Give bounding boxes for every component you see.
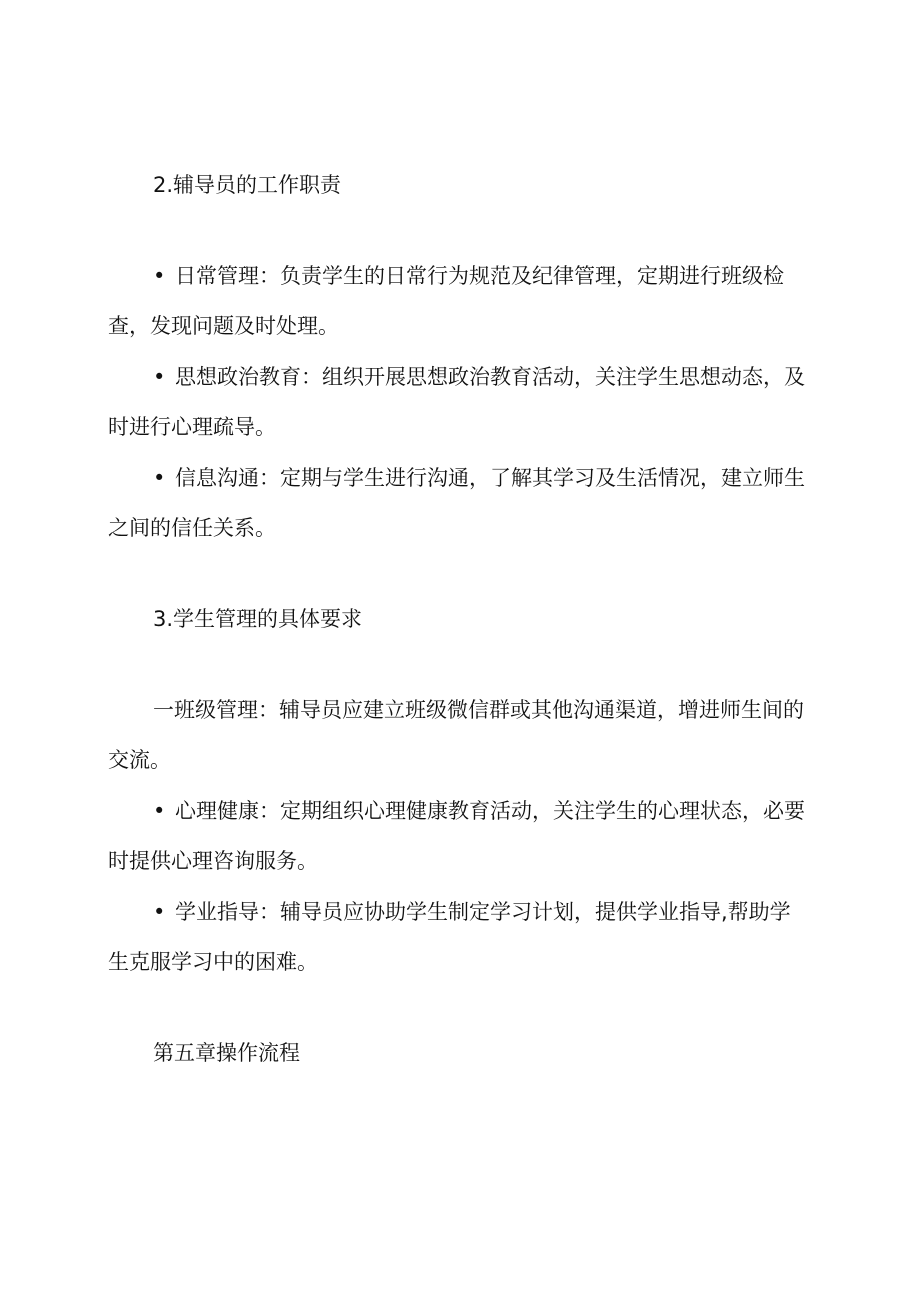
chapter-heading-operation-process: 第五章操作流程: [153, 1041, 300, 1065]
paragraph-text: 信息沟通：定期与学生进行沟通，了解其学习及生活情况，建立师生之间的信任关系。: [108, 466, 805, 540]
section-heading-duties: 2.辅导员的工作职责: [153, 173, 342, 197]
paragraph-text: 一班级管理：辅导员应建立班级微信群或其他沟通渠道，增进师生间的交流。: [108, 698, 804, 772]
bullet-marker: •: [153, 900, 166, 924]
paragraph-political-education: [108, 352, 808, 452]
section-heading-requirements: 3.学生管理的具体要求: [153, 607, 363, 631]
bullet-marker: •: [153, 264, 166, 288]
paragraph-text: 学业指导：辅导员应协助学生制定学习计划，提供学业指导,帮助学生克服学习中的困难。: [108, 900, 791, 974]
bullet-marker: •: [153, 466, 166, 490]
paragraph-class-management: [108, 685, 808, 785]
paragraph-text: 日常管理：负责学生的日常行为规范及纪律管理，定期进行班级检查，发现问题及时处理。: [108, 264, 784, 338]
paragraph-daily-management: [108, 251, 808, 351]
paragraph-academic-guidance: [108, 887, 808, 987]
paragraph-mental-health: [108, 786, 808, 886]
paragraph-text: 心理健康：定期组织心理健康教育活动，关注学生的心理状态，必要时提供心理咨询服务。: [108, 799, 805, 873]
paragraph-text: 思想政治教育：组织开展思想政治教育活动，关注学生思想动态，及时进行心理疏导。: [108, 365, 805, 439]
paragraph-communication: [108, 453, 808, 553]
bullet-marker: •: [153, 365, 166, 389]
bullet-marker: •: [153, 799, 166, 823]
